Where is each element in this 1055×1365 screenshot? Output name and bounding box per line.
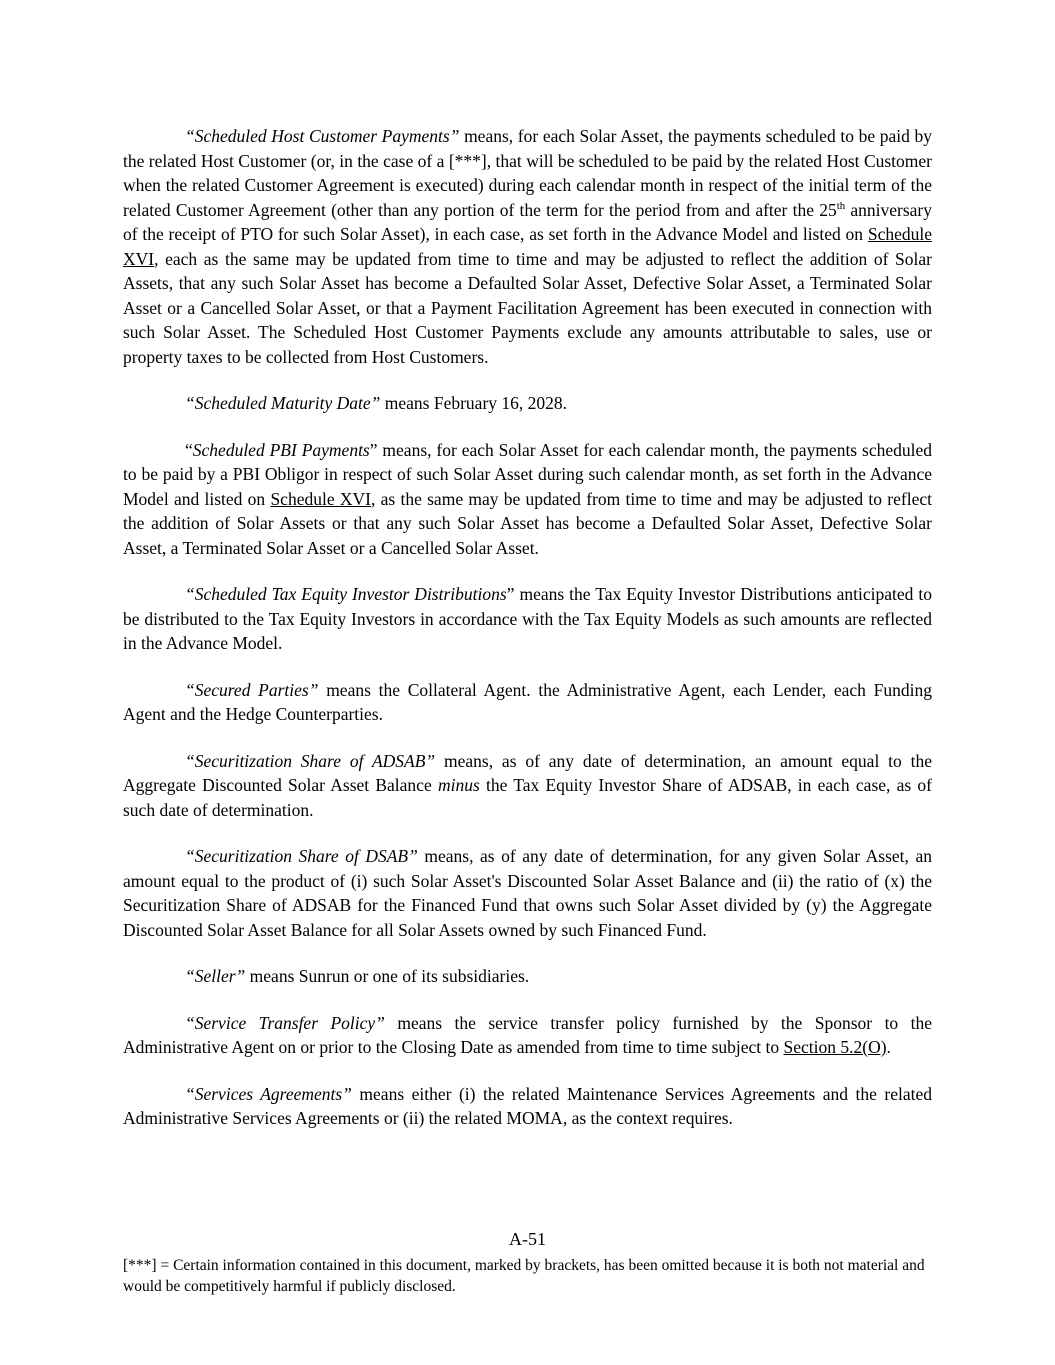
defined-term: “Scheduled Host Customer Payments” bbox=[185, 126, 460, 146]
paragraph bbox=[123, 678, 932, 727]
defined-term: “Service Transfer Policy” bbox=[185, 1012, 385, 1033]
text-run: , as the same may be updated from time to time and may be adjusted to reflect the addition of Solar Assets or that any such Solar Asset has become a Defaulted Solar Asset, Defective Solar Asset, a Terminated Solar Asset or a Cancelled Solar Asset. bbox=[123, 488, 932, 558]
defined-term: “Services Agreements” bbox=[185, 1083, 352, 1104]
paragraph bbox=[123, 391, 932, 416]
text-run: means Sunrun or one of its subsidiaries. bbox=[245, 966, 530, 986]
text-run: ” means the Tax Equity Investor Distributions anticipated to be distributed to the Tax Equity Investors in accordance with the Tax Equity Models as such amounts are reflected in the Advance Model. bbox=[123, 584, 933, 653]
defined-term: “Scheduled Tax Equity Investor Distributions bbox=[185, 584, 507, 604]
defined-term: “Securitization Share of DSAB” bbox=[185, 846, 418, 866]
defined-term: minus bbox=[437, 775, 480, 795]
superscript: th bbox=[836, 199, 846, 212]
defined-term: “Scheduled Maturity Date” bbox=[185, 393, 381, 413]
cross-reference: Section 5.2(O) bbox=[783, 1037, 887, 1057]
text-run: means the Collateral Agent. the Administrative Agent, each Lender, each Funding Agent and the Hedge Counterparties. bbox=[123, 679, 933, 724]
text-run: means, as of any date of determination, an amount equal to the Aggregate Discounted Solar Asset Balance bbox=[123, 750, 932, 795]
text-run: . bbox=[886, 1037, 891, 1057]
defined-term: “Securitization Share of ADSAB” bbox=[185, 750, 436, 771]
text-run: means February 16, 2028. bbox=[380, 393, 568, 413]
page-number: A-51 bbox=[509, 1229, 546, 1249]
paragraph bbox=[123, 749, 932, 823]
text-run: anniversary of the receipt of PTO for such Solar Asset), in each case, as set forth in the Advance Model and listed on bbox=[123, 199, 932, 244]
footnote: [***] = Certain information contained in this document, marked by brackets, has been omitted because it is both not material and would be competitively harmful if publicly disclosed. bbox=[123, 1257, 925, 1295]
text-run: means, for each Solar Asset, the payments scheduled to be paid by the related Host Customer (or, in the case of a [***], that will be scheduled to be paid by the related Host Customer when the related Customer Agreement is executed) during each calendar month in respect of the initial term of the related Customer Agreement (other than any portion of the term for the period from and after the 25 bbox=[123, 126, 932, 220]
text-run: ” means, for each Solar Asset for each calendar month, the payments scheduled to be paid by a PBI Obligor in respect of such Solar Asset during such calendar month, as set forth in the Advance Model and listed on bbox=[123, 439, 932, 509]
text-run: means either (i) the related Maintenance Services Agreements and the related Administrative Services Agreements or (ii) the related MOMA, as the context requires. bbox=[123, 1083, 932, 1128]
paragraph bbox=[123, 1082, 932, 1131]
cross-reference: Schedule XVI bbox=[123, 224, 932, 269]
paragraph bbox=[123, 844, 932, 942]
paragraph bbox=[123, 964, 932, 989]
page-footer bbox=[123, 1228, 932, 1297]
defined-term: “Secured Parties” bbox=[185, 679, 319, 700]
text-run: “ bbox=[185, 439, 193, 460]
cross-reference: Schedule XVI bbox=[270, 488, 371, 509]
defined-term: Scheduled PBI Payments bbox=[192, 439, 370, 460]
document-body bbox=[123, 124, 932, 1153]
defined-term: “Seller” bbox=[185, 966, 246, 986]
text-run: , each as the same may be updated from time to time and may be adjusted to reflect the addition of Solar Assets, that any such Solar Asset has become a Defaulted Solar Asset, Defective Solar Asset, a Terminated Solar Asset or a Cancelled Solar Asset, or that a Payment Facilitation Agreement has been executed in connection with such Solar Asset. The Scheduled Host Customer Payments exclude any amounts attributable to sales, use or property taxes to be collected from Host Customers. bbox=[123, 248, 932, 367]
paragraph bbox=[123, 1011, 932, 1060]
text-run: means, as of any date of determination, for any given Solar Asset, an amount equal to the product of (i) such Solar Asset's Discounted Solar Asset Balance and (ii) the ratio of (x) the Securitization Share of ADSAB for the Financed Fund that owns such Solar Asset divided by (y) the Aggregate Discounted Solar Asset Balance for all Solar Assets owned by such Financed Fund. bbox=[123, 846, 932, 940]
paragraph bbox=[123, 124, 932, 369]
text-run: the Tax Equity Investor Share of ADSAB, in each case, as of such date of determination. bbox=[123, 775, 933, 820]
paragraph bbox=[123, 582, 932, 656]
paragraph bbox=[123, 438, 932, 561]
text-run: means the service transfer policy furnished by the Sponsor to the Administrative Agent on or prior to the Closing Date as amended from time to time subject to bbox=[123, 1012, 933, 1057]
